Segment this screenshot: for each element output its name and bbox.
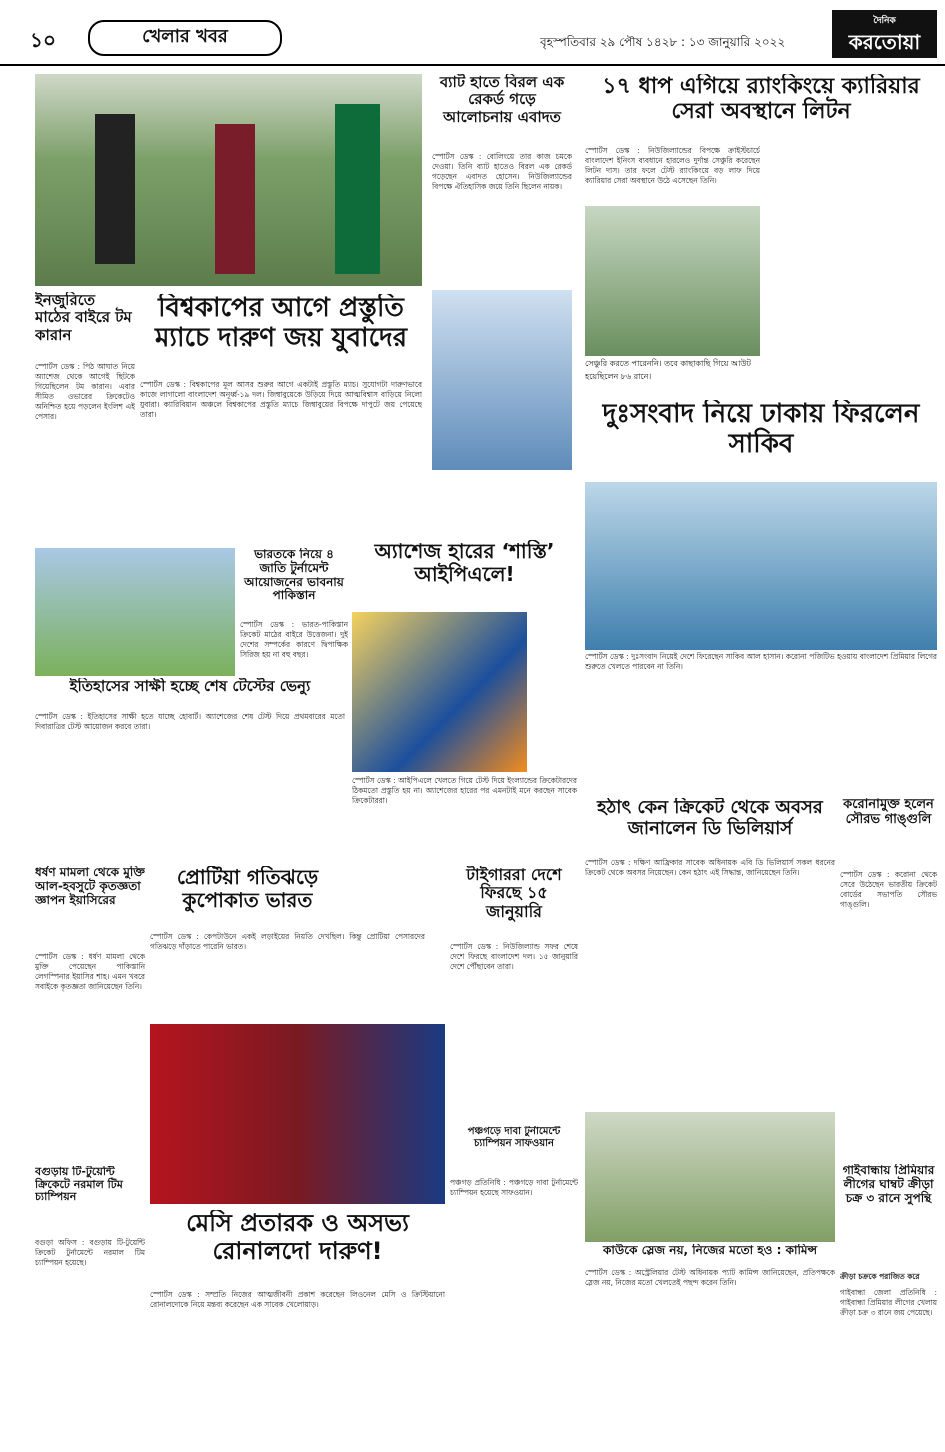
headline-de-villiers: হঠাৎ কেন ক্রিকেট থেকে অবসর জানালেন ডি ভিলিয়ার্স	[597, 798, 823, 839]
headline-ganguly: করোনামুক্ত হলেন সৌরভ গাঙ্গুলি	[843, 798, 934, 827]
logo-big-text: করতোয়া	[848, 30, 921, 54]
body-tom-curran: স্পোর্টস ডেস্ক : পিঠ আঘাত নিয়ে অ্যাশেজ থেকে আগেই ছিটকে গিয়েছিলেন টম কারান। এবার সীমিত ওভারের ক্রিকেটেও অনিশ্চিত হয়ে পড়লেন ইংলিশ এই পেসার।	[35, 362, 135, 422]
headline-panchagarh: পঞ্চগড়ে দাবা টুর্নামেন্টে চ্যাম্পিয়ন সাফওয়ান	[467, 1126, 561, 1149]
headline-ashes: অ্যাশেজ হারের ‘শাস্তি’ আইপিএলে!	[374, 540, 555, 586]
photo-ebadat	[432, 290, 572, 470]
body-litton: স্পোর্টস ডেস্ক : নিউজিল্যান্ডের বিপক্ষে ক্রাইস্টচার্চে বাংলাদেশ ইনিংস ব্যবধানে হারলেও দুর্দান্ত সেঞ্চুরি করেছেন লিটন দাস। তার ফলে টেস্ট র‌্যাংকিংয়ে বড় লাফ দিয়ে ক্যারিয়ার সেরা অবস্থানে উঠে এসেছেন তিনি।	[585, 146, 760, 186]
body-cummins: স্পোর্টস ডেস্ক : অস্ট্রেলিয়ার টেস্ট অধিনায়ক প্যাট কামিন্স জানিয়েছেন, প্রতিপক্ষকে স্লেজ নয়, নিজের মতো খেলতেই পছন্দ করেন তিনি।	[585, 1268, 835, 1288]
body-de-villiers: স্পোর্টস ডেস্ক : দক্ষিণ আফ্রিকার সাবেক অধিনায়ক এবি ডি ভিলিয়ার্স সকল ধরনের ক্রিকেট থেকে অবসর নিয়েছেন। কেন হঠাৎ এই সিদ্ধান্ত, জানিয়েছেন তিনি।	[585, 858, 835, 878]
body-rape-case: স্পোর্টস ডেস্ক : ধর্ষণ মামলা থেকে মুক্তি পেয়েছেন পাকিস্তানি লেগস্পিনার ইয়াসির শাহ। এমন খবরে সবাইকে কৃতজ্ঞতা জানিয়েছেন তিনি।	[35, 952, 145, 992]
headline-protea: প্রোটিয়া গতিঝড়ে কুপোকাত ভারত	[176, 866, 319, 912]
page-number: ১০	[30, 28, 56, 52]
body-tigers: স্পোর্টস ডেস্ক : নিউজিল্যান্ড সফর শেষে দেশে ফিরছে বাংলাদেশ দল। ১৫ জানুয়ারি দেশে পৌঁছাবেন তারা।	[450, 942, 578, 972]
photo-shakib	[585, 482, 937, 650]
headline-t20: বগুড়ায় টি-টুয়েন্টি ক্রিকেটে নরমাল টিম চ্যাম্পিয়ন	[35, 1166, 123, 1204]
headline-cummins: কাউকে স্লেজ নয়, নিজের মতো হও : কামিন্স	[602, 1244, 818, 1257]
logo-small-text: দৈনিক	[873, 16, 896, 26]
headline-gaibandha: গাইবান্ধায় প্রিমিয়ার লীগের ঘাম্বট ক্রীড়া চক্র ৩ রানে সুপন্থি	[842, 1164, 935, 1205]
issue-date: বৃহস্পতিবার ২৯ পৌষ ১৪২৮ : ১৩ জানুয়ারি ২০২২	[540, 35, 786, 49]
body-litton-2	[765, 146, 937, 394]
body-ganguly: স্পোর্টস ডেস্ক : করোনা থেকে সেরে উঠেছেন ভারতীয় ক্রিকেট বোর্ডের সভাপতি সৌরভ গাঙ্গুলি।	[840, 870, 937, 910]
body-protea: স্পোর্টস ডেস্ক : কেপটাউনে একই লড়াইয়ের নিয়তি দেখছিল। কিন্তু প্রোটিয়া পেসারদের গতিঝড়ে দাঁড়াতে পারেনি ভারত।	[150, 932, 425, 952]
headline-ebadat: ব্যাট হাতে বিরল এক রেকর্ড গড়ে আলোচনায় এবাদত	[439, 74, 565, 126]
photo-ashes	[352, 612, 527, 772]
photo-bd-zim	[35, 74, 422, 286]
headline-shakib: দুঃসংবাদ নিয়ে ঢাকায় ফিরলেন সাকিব	[602, 400, 920, 459]
body-bd-zim: স্পোর্টস ডেস্ক : বিশ্বকাপের মূল আসর শুরুর আগে একটাই প্রস্তুতি ম্যাচ। সুযোগটা দারুণভাবে কাজে লাগালো বাংলাদেশ অনূর্ধ্ব-১৯ দল। জিম্বাবুয়েকে উড়িয়ে দিয়ে আত্মবিশ্বাস বাড়িয়ে নিলো যুবারা। ক্যারিবিয়ান অঞ্চলে বিশ্বকাপের প্রস্তুতি ম্যাচে জিম্বাবুয়ের বিপক্ষে দাপুটে জয় পেয়েছে তারা।	[140, 380, 422, 420]
newspaper-logo	[832, 10, 937, 58]
body-t20: বগুড়া অফিস : বগুড়ায় টি-টুয়েন্টি ক্রিকেট টুর্নামেন্টে নরমাল টিম চ্যাম্পিয়ন হয়েছে।	[35, 1238, 145, 1268]
body-panchagarh: পঞ্চগড় প্রতিনিধি : পঞ্চগড়ে দাবা টুর্নামেন্টে চ্যাম্পিয়ন হয়েছে সাফওয়ান।	[450, 1178, 578, 1198]
headline-bd-zim: বিশ্বকাপের আগে প্রস্তুতি ম্যাচে দারুণ জয় যুবাদের	[155, 294, 407, 353]
masthead	[0, 0, 945, 66]
photo-messi-ronaldo	[150, 1024, 445, 1204]
headline-pakistan: ভারতকে নিয়ে ৪ জাতি টুর্নামেন্ট আয়োজনের ভাবনায় পাকিস্তান	[244, 548, 344, 603]
section-title: খেলার খবর	[88, 20, 282, 56]
headline-tigers: টাইগাররা দেশে ফিরছে ১৫ জানুয়ারি	[466, 866, 562, 921]
body-shakib: স্পোর্টস ডেস্ক : দুঃসংবাদ নিয়েই দেশে ফিরেছেন সাকিব আল হাসান। করোনা পজিটিভ হওয়ায় বাংলাদেশ প্রিমিয়ার লিগের শুরুতে খেলতে পারবেন না তিনি।	[585, 652, 937, 672]
players-illustration	[35, 74, 422, 286]
body-gaibandha: গাইবান্ধা জেলা প্রতিনিধি : গাইবান্ধা প্রিমিয়ার লীগের খেলায় ক্রীড়া চক্র ৩ রানে জয় পেয়েছে।	[840, 1288, 937, 1318]
caption-litton: সেঞ্চুরি করতে পারেননি। তবে কাছাকাছি গিয়ে আউট হয়েছিলেন ৮৬ রানে।	[585, 359, 751, 381]
subhead-gaibandha: ক্রীড়া চক্রকে পরাজিত করে	[840, 1272, 920, 1281]
body-ebadat-2	[432, 474, 572, 534]
photo-cummins	[585, 1112, 835, 1242]
body-pakistan: স্পোর্টস ডেস্ক : ভারত-পাকিস্তান ক্রিকেট মাঠের বাইরে উত্তেজনা। দুই দেশের সম্পর্কের কারণে দ্বিপাক্ষিক সিরিজ হয় না বহু বছর।	[240, 620, 348, 660]
headline-tom-curran: ইনজুরিতে মাঠের বাইরে টম কারান	[35, 292, 132, 344]
body-stadium: স্পোর্টস ডেস্ক : ইতিহাসের সাক্ষী হতে যাচ্ছে হোবার্ট। অ্যাশেজের শেষ টেস্ট দিয়ে প্রথমবারের মতো দিবারাত্রির টেস্ট আয়োজন করবে তারা।	[35, 712, 345, 732]
photo-stadium	[35, 548, 235, 676]
headline-litton: ১৭ ধাপ এগিয়ে র‌্যাংকিংয়ে ক্যারিয়ার সেরা অবস্থানে লিটন	[602, 74, 920, 125]
body-ebadat: স্পোর্টস ডেস্ক : বোলিংয়ে তার কাজ চমকে দেওয়া। তিনি ব্যাট হাতেও বিরল এক রেকর্ড গড়েছেন এবাদত হোসেন। নিউজিল্যান্ডের বিপক্ষে ঐতিহাসিক জয়ে তিনি ছিলেন নায়ক।	[432, 152, 572, 192]
body-ashes: স্পোর্টস ডেস্ক : আইপিএলে খেলতে গিয়ে টেস্ট দিয়ে ইংল্যান্ডের ক্রিকেটারদের ঠিকমতো প্রস্তুতি হয় না। অ্যাশেজের হারের পর এমনটাই মনে করছেন সাবেক ক্রিকেটাররা।	[352, 776, 577, 806]
headline-messi: মেসি প্রতারক ও অসভ্য রোনালদো দারুণ!	[186, 1210, 409, 1265]
headline-rape-case: ধর্ষণ মামলা থেকে মুক্তি আল-হবসুটে কৃতজ্ঞতা জ্ঞাপন ইয়াসিরের	[35, 866, 145, 907]
headline-stadium: ইতিহাসের সাক্ষী হচ্ছে শেষ টেস্টের ভেন্যু	[69, 678, 311, 695]
body-messi: স্পোর্টস ডেস্ক : সম্প্রতি নিজের আত্মজীবনী প্রকাশ করেছেন লিওনেল মেসি ও ক্রিস্টিয়ানো রোনালদোকে নিয়ে মন্তব্য করেছেন এক সাবেক খেলোয়াড়।	[150, 1290, 445, 1310]
photo-litton	[585, 206, 760, 356]
